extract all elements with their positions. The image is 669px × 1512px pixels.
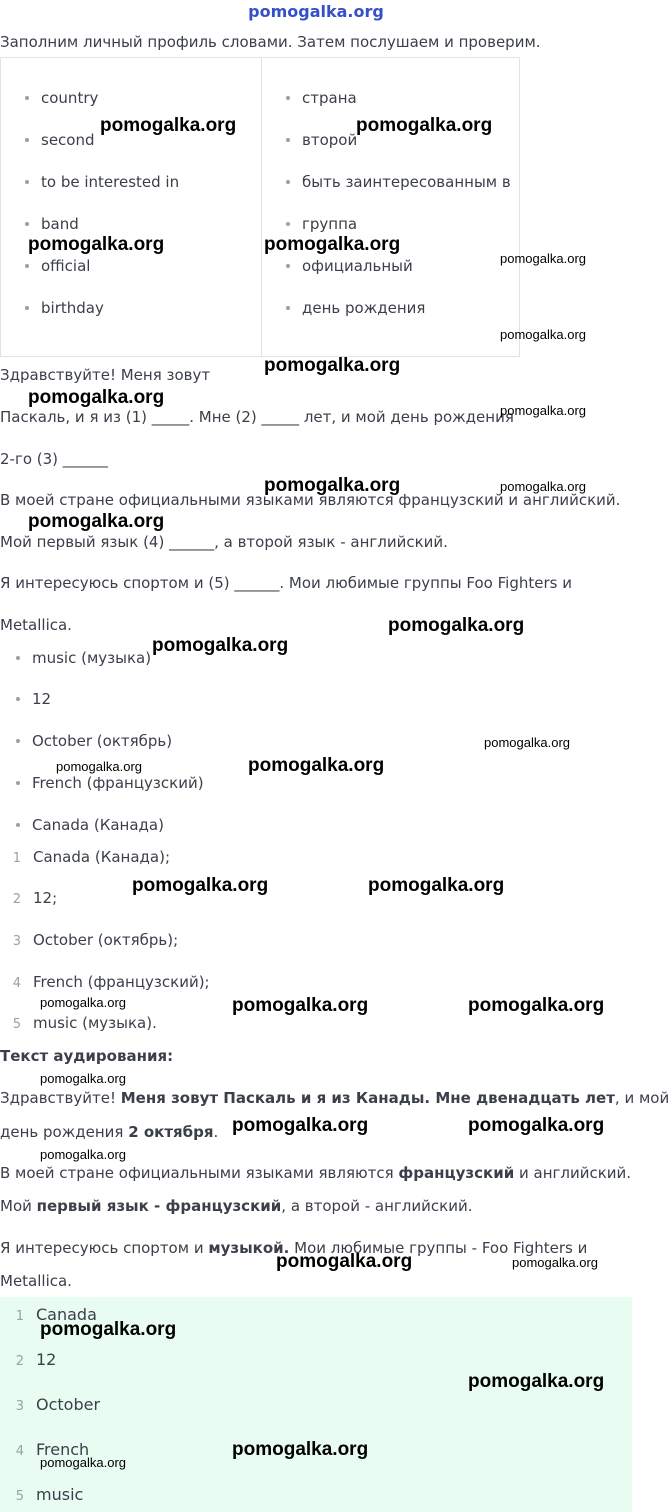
final-answer-text: October: [36, 1395, 101, 1414]
answer-text: 12;: [33, 889, 58, 907]
vocab-ru-text: второй: [302, 131, 358, 149]
vocab-item-ru: [286, 88, 357, 108]
watermark: pomogalka.org: [500, 327, 586, 342]
bullet-icon: [286, 264, 290, 268]
listening-text: , и мой: [614, 1089, 669, 1107]
answer-item: [7, 972, 210, 994]
watermark: pomogalka.org: [40, 1455, 126, 1470]
listening-bold: музыкой.: [208, 1239, 290, 1257]
watermark: pomogalka.org: [232, 995, 369, 1016]
watermark: pomogalka.org: [40, 1147, 126, 1162]
profile-line: Паскаль, и я из (1) _____. Мне (2) _____ лет, и мой день рождения: [0, 408, 514, 426]
answer-text: October (октябрь);: [33, 931, 179, 949]
watermark: pomogalka.org: [484, 735, 570, 750]
vocab-ru-text: день рождения: [302, 299, 426, 317]
vocab-item-ru: [286, 130, 357, 150]
option-text: music (музыка): [32, 649, 152, 667]
watermark: pomogalka.org: [56, 759, 142, 774]
watermark: pomogalka.org: [388, 615, 525, 636]
watermark: pomogalka.org: [40, 1071, 126, 1086]
vocab-item-en: [25, 214, 79, 234]
final-answer-text: Canada: [36, 1305, 97, 1324]
watermark: pomogalka.org: [28, 387, 165, 408]
listening-text: Здравствуйте!: [0, 1089, 121, 1107]
profile-line: Здравствуйте! Меня зовут: [0, 366, 211, 384]
bullet-icon: [286, 180, 290, 184]
watermark: pomogalka.org: [100, 115, 237, 136]
vocab-item-en: [25, 256, 90, 276]
watermark: pomogalka.org: [132, 875, 269, 896]
watermark: pomogalka.org: [28, 511, 165, 532]
final-answer-item: [10, 1485, 83, 1507]
answer-text: French (французский);: [33, 973, 210, 991]
watermark: pomogalka.org: [152, 635, 289, 656]
bullet-icon: [25, 180, 29, 184]
final-answer-number: 2: [15, 1354, 24, 1369]
vocab-en-text: to be interested in: [41, 173, 180, 191]
watermark: pomogalka.org: [28, 234, 165, 255]
option-text: October (октябрь): [32, 732, 173, 750]
answer-item: [7, 1013, 157, 1035]
bullet-icon: [25, 138, 29, 142]
listening-bold: Меня зовут Паскаль и я из Канады. Мне двенадцать лет: [120, 1089, 615, 1107]
bullet-icon: [286, 96, 290, 100]
final-answer-number: 5: [15, 1489, 24, 1504]
vocab-ru-text: группа: [302, 215, 358, 233]
intro-text: Заполним личный профиль словами. Затем послушаем и проверим.: [0, 33, 541, 51]
answer-item: [7, 930, 178, 952]
answer-number: 5: [12, 1017, 21, 1032]
watermark: pomogalka.org: [468, 1371, 605, 1392]
vocab-en-text: official: [41, 257, 91, 275]
final-answer-text: French: [36, 1440, 90, 1459]
vocab-ru-text: страна: [302, 89, 357, 107]
watermark: pomogalka.org: [264, 355, 401, 376]
answer-item: [7, 888, 57, 910]
watermark: pomogalka.org: [468, 995, 605, 1016]
vocabulary-table: [0, 57, 520, 357]
listening-text: и английский.: [514, 1164, 632, 1182]
bullet-icon: [286, 138, 290, 142]
answer-number: 1: [12, 851, 21, 866]
watermark: pomogalka.org: [232, 1439, 369, 1460]
watermark: pomogalka.org: [264, 475, 401, 496]
listening-text: .: [213, 1123, 219, 1141]
option-text: French (французский): [32, 774, 204, 792]
listening-text: Мой: [0, 1197, 37, 1215]
option-text: Canada (Канада): [32, 816, 164, 834]
option-item: [16, 773, 204, 793]
final-answer-number: 3: [15, 1399, 24, 1414]
profile-line: В моей стране официальными языками являются французский и английский.: [0, 491, 621, 509]
listening-bold: 2 октября: [128, 1123, 214, 1141]
bullet-icon: [16, 656, 20, 660]
vocab-item-ru: [286, 256, 413, 276]
bullet-icon: [16, 781, 20, 785]
listening-line: Metallica.: [0, 1272, 72, 1290]
vocab-ru-text: официальный: [302, 257, 413, 275]
vocab-en-text: second: [41, 131, 95, 149]
vocab-en-text: band: [41, 215, 79, 233]
watermark: pomogalka.org: [500, 403, 586, 418]
watermark: pomogalka.org: [40, 1319, 177, 1340]
bullet-icon: [25, 96, 29, 100]
listening-line: [0, 1088, 669, 1108]
answer-text: music (музыка).: [33, 1014, 157, 1032]
watermark: pomogalka.org: [264, 234, 401, 255]
listening-bold: первый язык - французский: [36, 1197, 282, 1215]
final-answer-text: music: [36, 1485, 84, 1504]
listening-text: Мои любимые группы - Foo Fighters и: [289, 1239, 588, 1257]
site-header-link[interactable]: pomogalka.org: [248, 2, 384, 21]
option-item: [16, 815, 164, 835]
final-answer-item: [10, 1350, 56, 1372]
vocab-item-en: [25, 172, 179, 192]
listening-line: [0, 1196, 472, 1216]
answer-text: Canada (Канада);: [33, 848, 171, 866]
bullet-icon: [16, 823, 20, 827]
bullet-icon: [16, 739, 20, 743]
vocab-en-text: country: [41, 89, 99, 107]
bullet-icon: [25, 306, 29, 310]
profile-line: Metallica.: [0, 616, 72, 634]
table-divider: [261, 58, 262, 356]
final-answer-text: 12: [36, 1350, 57, 1369]
final-answer-item: [10, 1395, 100, 1417]
answer-number: 2: [12, 892, 21, 907]
profile-line: Мой первый язык (4) ______, а второй язык - английский.: [0, 533, 448, 551]
vocab-item-en: [25, 88, 98, 108]
vocab-en-text: birthday: [41, 299, 104, 317]
listening-bold: французский: [398, 1164, 515, 1182]
final-answer-number: 1: [15, 1309, 24, 1324]
listening-text: Я интересуюсь спортом и: [0, 1239, 209, 1257]
watermark: pomogalka.org: [40, 995, 126, 1010]
answer-number: 4: [12, 976, 21, 991]
profile-line: Я интересуюсь спортом и (5) ______. Мои любимые группы Foo Fighters и: [0, 574, 572, 592]
bullet-icon: [286, 222, 290, 226]
listening-text: В моей стране официальными языками являются: [0, 1164, 399, 1182]
final-answer-number: 4: [15, 1444, 24, 1459]
listening-title: Текст аудирования:: [0, 1047, 174, 1065]
option-text: 12: [32, 690, 52, 708]
option-item: [16, 648, 151, 668]
option-item: [16, 731, 172, 751]
answer-item: [7, 847, 170, 869]
watermark: pomogalka.org: [468, 1115, 605, 1136]
watermark: pomogalka.org: [232, 1115, 369, 1136]
listening-line: [0, 1163, 631, 1183]
watermark: pomogalka.org: [500, 251, 586, 266]
vocab-ru-text: быть заинтересованным в: [302, 173, 511, 191]
vocab-item-ru: [286, 298, 425, 318]
profile-line: 2-го (3) ______: [0, 450, 108, 468]
listening-text: день рождения: [0, 1123, 129, 1141]
watermark: pomogalka.org: [356, 115, 493, 136]
vocab-item-en: [25, 298, 104, 318]
watermark: pomogalka.org: [368, 875, 505, 896]
listening-text: , а второй - английский.: [281, 1197, 473, 1215]
bullet-icon: [16, 697, 20, 701]
watermark: pomogalka.org: [276, 1251, 413, 1272]
watermark: pomogalka.org: [500, 479, 586, 494]
option-item: [16, 689, 51, 709]
listening-line: [0, 1122, 218, 1142]
watermark: pomogalka.org: [248, 755, 385, 776]
vocab-item-ru: [286, 172, 511, 192]
vocab-item-ru: [286, 214, 357, 234]
bullet-icon: [286, 306, 290, 310]
bullet-icon: [25, 222, 29, 226]
vocab-item-en: [25, 130, 95, 150]
answer-number: 3: [12, 934, 21, 949]
watermark: pomogalka.org: [512, 1255, 598, 1270]
bullet-icon: [25, 264, 29, 268]
